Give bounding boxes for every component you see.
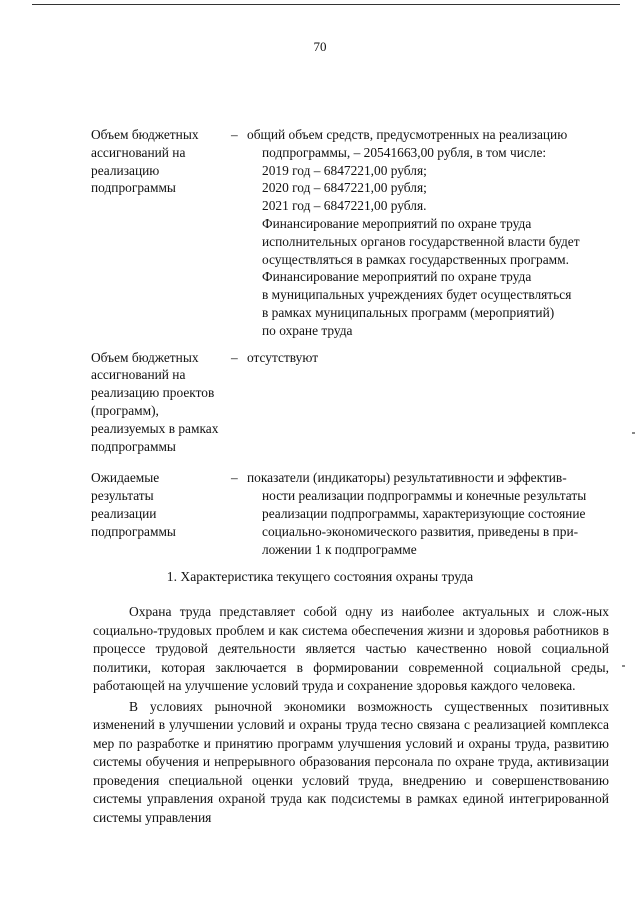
label-line: ассигнований на — [91, 144, 186, 160]
value-line: осуществляться в рамках государственных программ. — [262, 251, 569, 267]
row-dash: – — [231, 470, 238, 486]
value-line: показатели (индикаторы) результативности и эффектив- — [247, 470, 567, 486]
label-line: ассигнований на — [91, 367, 186, 383]
subprogram-passport-table — [91, 126, 611, 558]
value-line: в муниципальных учреждениях будет осуществляться — [262, 287, 572, 303]
value-line: ности реализации подпрограммы и конечные результаты — [262, 488, 587, 504]
page-number: 70 — [313, 39, 327, 54]
value-line: подпрограммы, – 20541663,00 рубля, в том числе: — [262, 144, 547, 160]
value-line: по охране труда — [262, 322, 353, 338]
value-line: ложении 1 к подпрограмме — [262, 541, 417, 557]
scan-speck — [622, 665, 625, 667]
value-line: исполнительных органов государственной власти будет — [262, 233, 580, 249]
passport-row-value — [247, 469, 611, 558]
passport-row-value — [247, 126, 611, 340]
value-line: отсутствуют — [247, 349, 319, 365]
label-line: реализуемых в рамках — [91, 420, 219, 436]
label-line: подпрограммы — [91, 438, 176, 454]
row-dash: – — [231, 349, 238, 365]
top-scan-rule — [32, 4, 620, 5]
section-heading: 1. Характеристика текущего состояния охраны труда — [166, 569, 474, 584]
label-line: реализацию — [91, 162, 160, 178]
value-line: 2019 год – 6847221,00 рубля; — [262, 162, 427, 178]
label-line: Ожидаемые — [91, 470, 160, 486]
value-line: 2020 год – 6847221,00 рубля; — [262, 180, 427, 196]
body-text — [93, 603, 609, 829]
value-line: социально-экономического развития, приведены в при- — [262, 523, 579, 539]
body-paragraph: В условиях рыночной экономики возможность существенных позитивных изменений в улучшении условий и охраны труда тесно связана с реализацией комплекса мер по разработке и принятию программ улучшения условий и охраны труда, развитию системы обучения и непрерывного образования персонала по охране труда, активизации проведения специальной оценки условий труда, внедрению и совершенствованию системы управления охраной труда как подсистемы в рамках единой интегрированной системы управления — [93, 698, 609, 825]
passport-row-value — [247, 349, 611, 367]
value-line: реализации подпрограммы, характеризующие состояние — [262, 505, 586, 521]
label-line: Объем бюджетных — [91, 127, 199, 142]
label-line: результаты — [91, 488, 154, 504]
label-line: реализацию проектов — [91, 385, 215, 401]
body-paragraph: Охрана труда представляет собой одну из наиболее актуальных и слож-ных социально-трудовых проблем и как система обеспечения жизни и здоровья работников в процессе трудовой деятельности является частью качественно новой социальной политики, которая заключается в формировании современной социальной среды, работающей на улучшение условий труда и сохранение здоровья каждого человека. — [93, 604, 609, 693]
label-line: подпрограммы — [91, 180, 176, 196]
value-line: Финансирование мероприятий по охране труда — [262, 215, 532, 231]
value-line: 2021 год – 6847221,00 рубля. — [262, 198, 427, 214]
passport-row-label — [91, 126, 231, 197]
passport-row-project-allocations — [91, 349, 611, 456]
label-line: Объем бюджетных — [91, 349, 199, 365]
passport-row-expected-results — [91, 469, 611, 558]
value-line: общий объем средств, предусмотренных на реализацию — [247, 127, 568, 142]
row-dash: – — [231, 127, 238, 142]
label-line: (программ), — [91, 402, 159, 418]
scan-speck — [632, 432, 635, 434]
value-line: в рамках муниципальных программ (мероприятий) — [262, 304, 555, 320]
passport-row-budget-allocations — [91, 126, 611, 340]
passport-row-label — [91, 349, 231, 456]
label-line: реализации — [91, 505, 157, 521]
label-line: подпрограммы — [91, 523, 176, 539]
passport-row-label — [91, 469, 231, 540]
value-line: Финансирование мероприятий по охране труда — [262, 269, 532, 285]
